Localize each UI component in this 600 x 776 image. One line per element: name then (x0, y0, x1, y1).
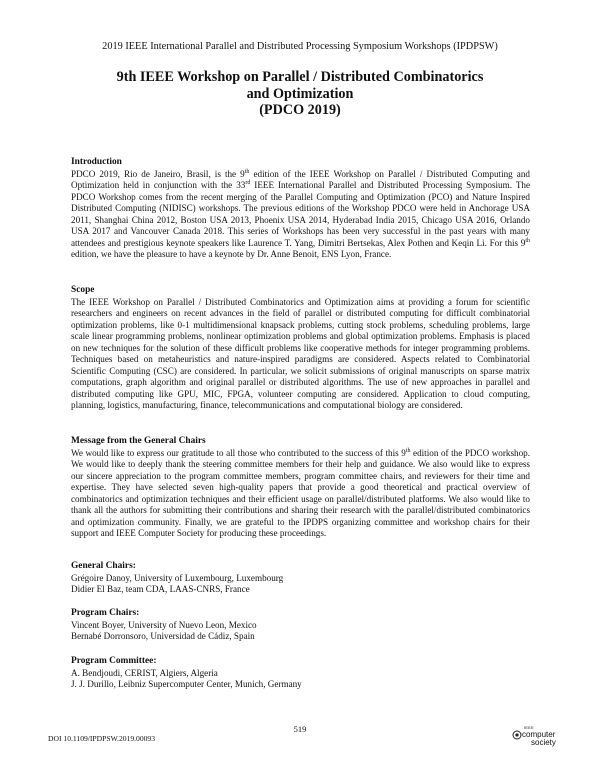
message-text: We would like to express our gratitude to all those who contributed to the success of this 9th edition of the PDCO workshop. We would like to deeply thank the steering committee members for their help and guidance. We also would like to express our sincere appreciation to the program committee members, program committee chairs, and reviewers for their time and expertise. They have selected seven high-quality papers that provide a good theoretical and practical overview of combinatorics and optimization techniques and their efficient usage on parallel/distributed platforms. We also would like to thank all the authors for submitting their contributions and sharing their research with the parallel/distributed combinatorics and optimization community. Finally, we are grateful to the IPDPS organizing committee and workshop chairs for their support and IEEE Computer Society for producing these proceedings. (71, 447, 530, 539)
computer-society-logo (512, 725, 558, 751)
program-chair: Bernabé Dorronsoro, Universidad de Cádiz, Spain (71, 631, 255, 642)
scope-section (71, 285, 530, 412)
title-line-2: and Optimization (246, 85, 354, 102)
general-chairs (71, 561, 530, 596)
logo-line-2: society (531, 738, 556, 747)
program-chairs (71, 608, 530, 643)
title-line-1: 9th IEEE Workshop on Parallel / Distributed Combinatorics (116, 69, 484, 85)
logo-small-text: IEEE (524, 725, 534, 730)
scope-text: The IEEE Workshop on Parallel / Distributed Combinatorics and Optimization aims at providing a forum for scientific researchers and engineers on recent advances in the field of parallel or distributed computing for difficult combinatorial optimization problems, like 0-1 multidimensional knapsack problems, cutting stock problems, scheduling problems, large scale linear programming problems, nonlinear optimization problems and global optimization problems. Emphasis is placed on new techniques for the solution of these difficult problems like cooperative methods for integer programming problems. Techniques based on metaheuristics and nature-inspired paradigms are considered. Aspects related to Combinatorial Scientific Computing (CSC) are considered. In particular, we solicit submissions of original manuscripts on sparse matrix computations, graph algorithm and original parallel or distributed algorithms. The use of new approaches in parallel and distributed computing like GPU, MIC, FPGA, volunteer computing are considered. Application to cloud computing, planning, logistics, manufacturing, finance, telecommunications and computational biology are considered. (71, 296, 530, 411)
general-chairs-heading: General Chairs: (71, 561, 136, 571)
message-heading: Message from the General Chairs (71, 436, 206, 446)
introduction-heading: Introduction (71, 157, 122, 167)
introduction-text: PDCO 2019, Rio de Janeiro, Brasil, is the 9th edition of the IEEE Workshop on Parallel / Distributed Computing and Optimization held in conjunction with the 33rd IEEE International Parallel and Distributed Processing Symposium. The PDCO Workshop comes from the recent merging of the Parallel Computing and Optimization (PCO) and Nature Inspired Distributed Computing (NIDISC) workshops. The previous editions of the Workshop PDCO were held in Anchorage USA 2011, Shanghai China 2012, Boston USA 2013, Phoenix USA 2014, Hyderabad India 2015, Chicago USA 2016, Orlando USA 2017 and Vancouver Canada 2018. This series of Workshops has been very successful in the past years with many attendees and prestigious keynote speakers like Laurence T. Yang, Dimitri Bertsekas, Alex Pothen and Keqin Li. For this 9th edition, we have the pleasure to have a keynote by Dr. Anne Benoit, ENS Lyon, France. (71, 168, 530, 260)
logo-mark-icon (512, 730, 522, 740)
workshop-title (0, 69, 600, 119)
title-line-3: (PDCO 2019) (259, 102, 341, 119)
program-committee-heading: Program Committee: (71, 656, 157, 666)
program-chair: Vincent Boyer, University of Nuevo Leon, Mexico (71, 619, 257, 630)
committee-member: A. Bendjoudi, CERIST, Algiers, Algeria (71, 667, 218, 678)
message-section (71, 436, 530, 540)
scope-heading: Scope (71, 285, 95, 295)
logo-line-1: computer (522, 730, 556, 739)
doi: DOI 10.1109/IPDPSW.2019.00093 (48, 734, 156, 743)
page-number: 519 (293, 724, 307, 734)
general-chair: Didier El Baz, team CDA, LAAS-CNRS, France (71, 584, 250, 595)
introduction-section (71, 157, 530, 261)
committee-member: J. J. Durillo, Leibniz Supercomputer Center, Munich, Germany (71, 679, 302, 690)
program-chairs-heading: Program Chairs: (71, 608, 140, 618)
general-chair: Grégoire Danoy, University of Luxembourg, Luxembourg (71, 572, 284, 583)
program-committee (71, 656, 530, 691)
conference-header: 2019 IEEE International Parallel and Distributed Processing Symposium Workshops (IPDPSW) (102, 41, 498, 52)
